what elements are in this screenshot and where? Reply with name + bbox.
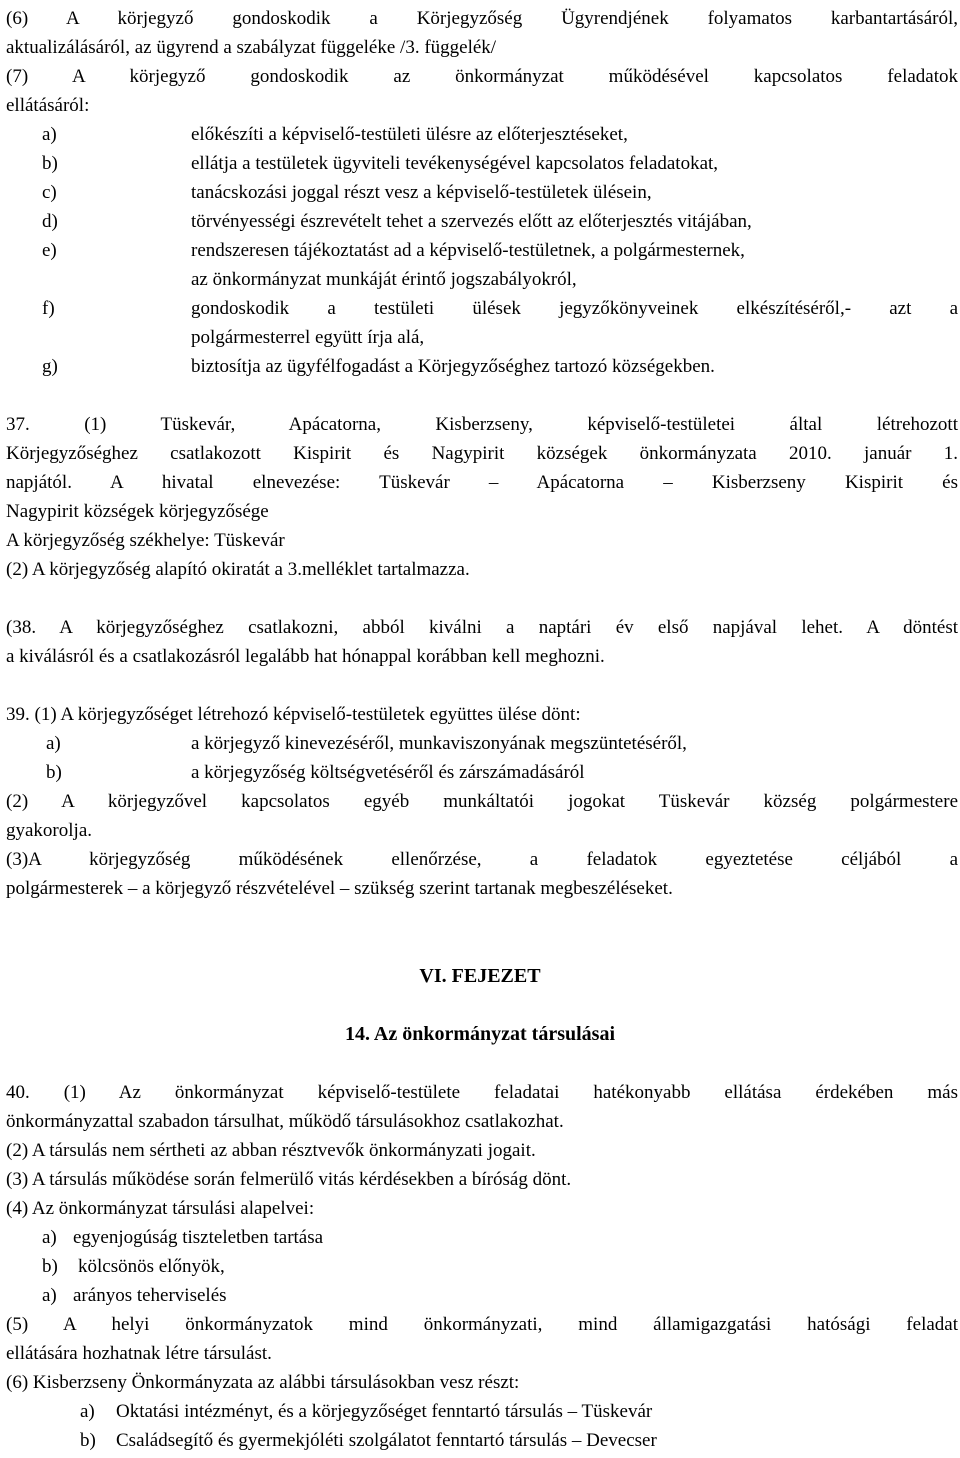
list-item-text: egyenjogúság tiszteletben tartása — [73, 1227, 324, 1248]
list-item-text: kölcsönös előnyök, — [78, 1256, 225, 1277]
list-item-text: arányos teherviselés — [73, 1285, 227, 1306]
list-item-text: gondoskodik a testületi ülések jegyzőkönyveinek elkészítéséről,- azt a — [191, 298, 958, 319]
list-item-text: rendszeresen tájékoztatást ad a képviselő-testületnek, a polgármesternek, — [191, 240, 745, 261]
list-item-text: a körjegyző kinevezéséről, munkaviszonyának megszüntetéséről, — [191, 733, 687, 754]
section-39-paragraph-3-line-1: (3)A körjegyzőség működésének ellenőrzése, a feladatok egyeztetése céljából a — [6, 849, 958, 870]
list-item-label: a) — [42, 1285, 57, 1306]
list-item-label: d) — [42, 211, 58, 232]
list-item-text: biztosítja az ügyfélfogadást a Körjegyzőséghez tartozó községekben. — [191, 356, 715, 377]
list-item-text: polgármesterrel együtt írja alá, — [191, 327, 425, 348]
list-item-text: az önkormányzat munkáját érintő jogszabályokról, — [191, 269, 577, 290]
section-40-line-2: önkormányzattal szabadon társulhat, működő társulásokhoz csatlakozhat. — [6, 1111, 564, 1132]
list-item — [42, 120, 958, 149]
list-item-label: a) — [42, 124, 57, 145]
section-37-seat: A körjegyzőség székhelye: Tüskevár — [6, 530, 285, 551]
section-title: 14. Az önkormányzat társulásai — [345, 1023, 615, 1045]
section-38-line-1: (38. A körjegyzőséghez csatlakozni, abból kiválni a naptári év első napjával lehet. A döntést — [6, 617, 958, 638]
paragraph-6-line-2: aktualizálásáról, az ügyrend a szabályzat függeléke /3. függelék/ — [6, 37, 497, 58]
list-item-text: Oktatási intézményt, és a körjegyzőséget fenntartó társulás – Tüskevár — [116, 1401, 653, 1422]
chapter-heading: VI. FEJEZET — [419, 965, 541, 987]
section-40-paragraph-6: (6) Kisberzseny Önkormányzata az alábbi társulásokban vesz részt: — [6, 1372, 520, 1393]
list-item-text: előkészíti a képviselő-testületi ülésre az előterjesztéseket, — [191, 124, 628, 145]
list-item-label: a) — [46, 733, 61, 754]
list-item-continuation — [42, 265, 958, 294]
section-40-paragraph-5-line-2: ellátására hozhatnak létre társulást. — [6, 1343, 272, 1364]
list-item — [42, 294, 958, 323]
section-39-line-1: 39. (1) A körjegyzőséget létrehozó képviselő-testületek együttes ülése dönt: — [6, 704, 581, 725]
list-item — [42, 1281, 958, 1310]
section-38-line-2: a kiválásról és a csatlakozásról legalább hat hónappal korábban kell meghozni. — [6, 646, 605, 667]
list-item-label: a) — [80, 1401, 95, 1422]
list-item-label: b) — [42, 1256, 58, 1277]
list-item — [42, 207, 958, 236]
list-item — [42, 178, 958, 207]
paragraph-7-line-2: ellátásáról: — [6, 95, 90, 116]
list-item-label: f) — [42, 298, 55, 319]
list-item-text: a körjegyzőség költségvetéséről és zárszámadásáról — [191, 762, 585, 783]
list-item-label: a) — [42, 1227, 57, 1248]
list-item-label: b) — [80, 1430, 96, 1451]
list-item — [42, 236, 958, 265]
section-39-paragraph-2-line-2: gyakorolja. — [6, 820, 93, 841]
list-item-label: e) — [42, 240, 57, 261]
section-40-paragraph-4: (4) Az önkormányzat társulási alapelvei: — [6, 1198, 315, 1219]
list-item — [42, 1223, 958, 1252]
list-item — [42, 1252, 958, 1281]
section-40-paragraph-2: (2) A társulás nem sértheti az abban résztvevők önkormányzati jogait. — [6, 1140, 536, 1161]
section-40-line-1: 40. (1) Az önkormányzat képviselő-testülete feladatai hatékonyabb ellátása érdekében más — [6, 1082, 958, 1103]
list-item — [46, 729, 958, 758]
list-item — [42, 149, 958, 178]
list-item-text: tanácskozási joggal részt vesz a képviselő-testületek ülésein, — [191, 182, 652, 203]
list-item — [80, 1426, 958, 1455]
list-item-text: Családsegítő és gyermekjóléti szolgálatot fenntartó társulás – Devecser — [116, 1430, 657, 1451]
list-item-label: b) — [46, 762, 62, 783]
section-37-paragraph-2: (2) A körjegyzőség alapító okiratát a 3.melléklet tartalmazza. — [6, 559, 470, 580]
list-item — [46, 758, 958, 787]
section-37-line-4: Nagypirit községek körjegyzősége — [6, 501, 269, 522]
section-39-paragraph-3-line-2: polgármesterek – a körjegyző részvételével – szükség szerint tartanak megbeszéléseket. — [6, 878, 673, 899]
section-37-line-3: napjától. A hivatal elnevezése: Tüskevár – Apácatorna – Kisberzseny Kispirit és — [6, 472, 958, 493]
list-item-continuation — [42, 323, 958, 352]
section-40-paragraph-5-line-1: (5) A helyi önkormányzatok mind önkormányzati, mind államigazgatási hatósági feladat — [6, 1314, 958, 1335]
section-40-paragraph-3: (3) A társulás működése során felmerülő vitás kérdésekben a bíróság dönt. — [6, 1169, 572, 1190]
list-item-label: c) — [42, 182, 57, 203]
list-item-text: ellátja a testületek ügyviteli tevékenységével kapcsolatos feladatokat, — [191, 153, 719, 174]
section-37-line-2: Körjegyzőséghez csatlakozott Kispirit és Nagypirit községek önkormányzata 2010. január 1. — [6, 443, 958, 464]
section-39-paragraph-2-line-1: (2) A körjegyzővel kapcsolatos egyéb munkáltatói jogokat Tüskevár község polgármestere — [6, 791, 958, 812]
list-item — [80, 1397, 958, 1426]
list-item-text: törvényességi észrevételt tehet a szervezés előtt az előterjesztés vitájában, — [191, 211, 752, 232]
list-item-label: b) — [42, 153, 58, 174]
section-37-line-1: 37. (1) Tüskevár, Apácatorna, Kisberzseny, képviselő-testületei által létrehozott — [6, 414, 958, 435]
paragraph-6-line-1: (6) A körjegyző gondoskodik a Körjegyzőség Ügyrendjének folyamatos karbantartásáról, — [6, 8, 958, 29]
paragraph-7-line-1: (7) A körjegyző gondoskodik az önkormányzat működésével kapcsolatos feladatok — [6, 66, 958, 87]
list-item — [42, 352, 958, 381]
list-item-label: g) — [42, 356, 58, 377]
